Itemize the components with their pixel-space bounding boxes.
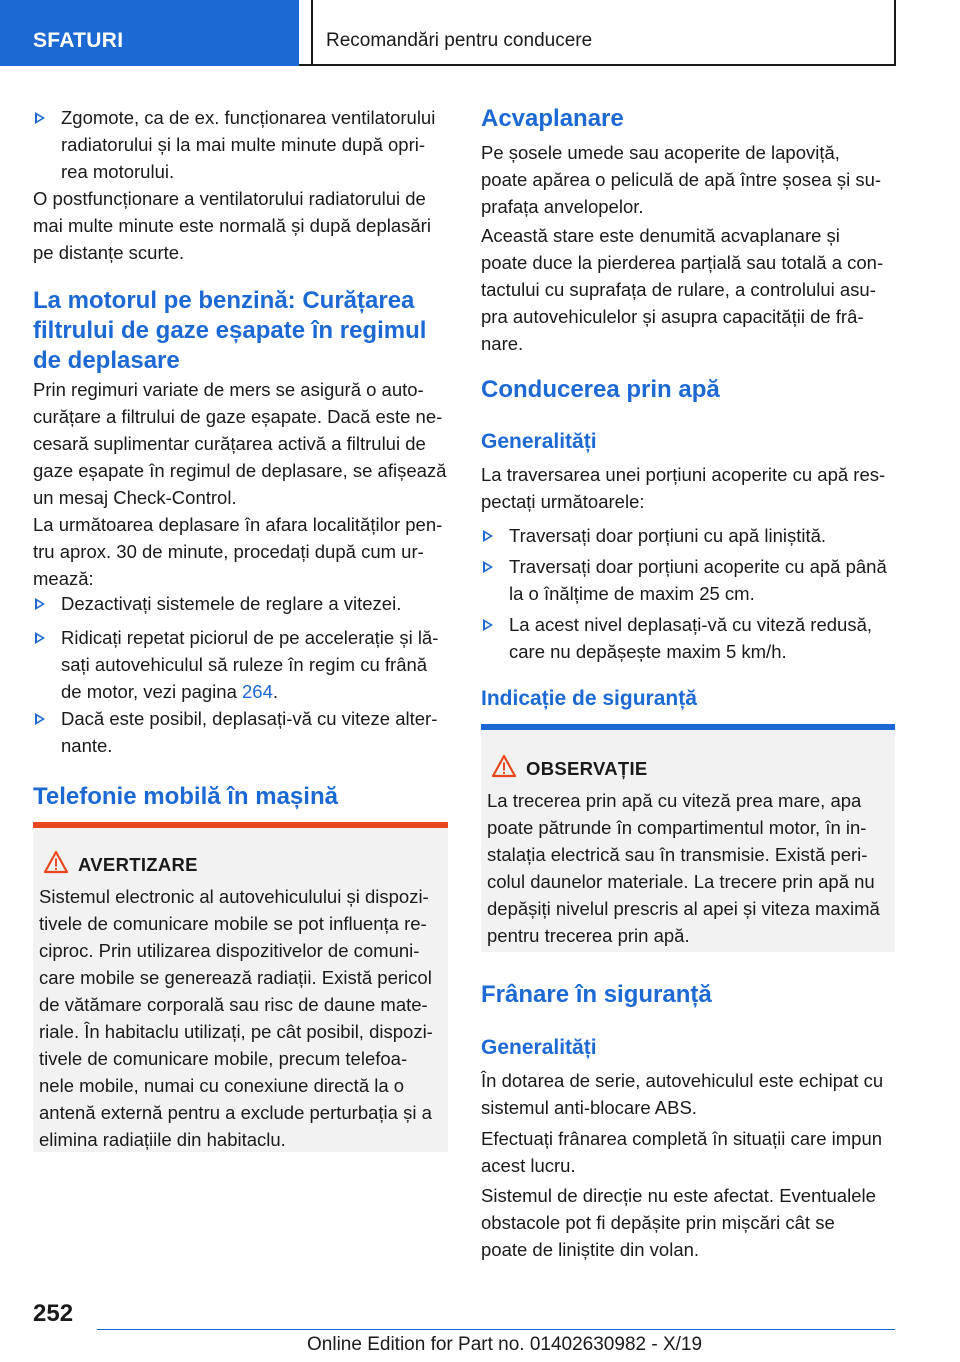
page-number: 252	[33, 1300, 74, 1327]
text-line: rea motorului.	[61, 161, 175, 182]
bullet-arrow-icon	[35, 632, 45, 644]
paragraph: Această stare este denumită acvaplanare și poate duce la pierderea parțială sau totală a con- tactului cu suprafața de rulare, a controlului asu- pra autovehiculelor și asupra capacității de frâ- nare.	[481, 225, 884, 354]
bullet-arrow-icon	[483, 619, 493, 631]
list-item: La acest nivel deplasați-vă cu viteză redusă, care nu depășește maxim 5 km/h.	[481, 611, 895, 665]
section-heading-aquaplaning: Acvaplanare	[481, 105, 624, 132]
bullet-arrow-icon	[35, 112, 45, 124]
paragraph: Pe șosele umede sau acoperite de lapoviță, poate apărea o peliculă de apă între șosea și su- prafața anvelopelor.	[481, 142, 882, 217]
list-item: Traversați doar porțiuni acoperite cu apă până la o înălțime de maxim 25 cm.	[481, 553, 895, 607]
paragraph: La următoarea deplasare în afara localităților pen- tru aprox. 30 de minute, procedați după cum ur- mează:	[33, 514, 443, 589]
section-heading-braking: Frânare în siguranță	[481, 981, 712, 1008]
warning-box	[33, 822, 448, 1152]
section-heading-water: Conducerea prin apă	[481, 376, 720, 403]
text-line: Zgomote, ca de ex. funcționarea ventilatorului	[61, 107, 436, 128]
warning-triangle-icon	[43, 850, 69, 874]
subheading-safety: Indicație de siguranță	[481, 687, 697, 710]
text-line: radiatorului și la mai multe minute după opri-	[61, 134, 426, 155]
footer-edition: Online Edition for Part no. 01402630982 - X/19	[307, 1334, 703, 1355]
subheading-general: Generalități	[481, 430, 597, 453]
notice-title: OBSERVAȚIE	[526, 758, 648, 779]
notice-text: La trecerea prin apă cu viteză prea mare, apa poate pătrunde în compartimentul motor, în in- stalația electrică sau în transmisie. Există peri- colul daunelor materiale. La trecere prin apă nu depășiți nivelul prescris al apei și viteza maximă pentru trecerea prin apă.	[487, 790, 880, 946]
list-item: Dacă este posibil, deplasați-vă cu viteze alter- nante.	[33, 705, 448, 759]
list-item: Traversați doar porțiuni cu apă liniștită.	[481, 522, 895, 549]
warning-text: Sistemul electronic al autovehiculului și dispozi- tivele de comunicare mobile se pot influența re- ciproc. Prin utilizarea dispozitivelor de comuni- care mobile se generează radiații. Există pericol de vătămare corporală sau risc de daune mate- riale. În habitaclu utilizați, pe cât posibil, dispozi- tivele de comunicare mobile, precum telefoa- nele mobile, numai cu conexiune directă la o antenă externă pentru a exclude perturbația și a elimina radiațiile din habitaclu.	[39, 886, 433, 1150]
header-section-label: SFATURI	[33, 29, 124, 52]
section-heading-phone: Telefonie mobilă în mașină	[33, 783, 338, 810]
header-divider	[311, 0, 313, 66]
bullet-arrow-icon	[35, 598, 45, 610]
paragraph: În dotarea de serie, autovehiculul este echipat cu sistemul anti-blocare ABS.	[481, 1070, 884, 1118]
warning-title: AVERTIZARE	[78, 854, 198, 875]
page-link[interactable]: 264	[242, 681, 273, 702]
list-item: Ridicați repetat piciorul de pe accelerație și lă- sați autovehiculul să ruleze în regim cu frână de motor, vezi pagina 264.	[33, 624, 448, 705]
section-heading-filter: La motorul pe benzină: Curățarea filtrului de gaze eșapate în regimul de deplasare	[33, 287, 427, 374]
bullet-arrow-icon	[483, 530, 493, 542]
subheading-general: Generalități	[481, 1036, 597, 1059]
paragraph: Efectuați frânarea completă în situații care impun acest lucru.	[481, 1128, 883, 1176]
header-chapter-title: Recomandări pentru conducere	[326, 30, 593, 51]
paragraph: O postfuncționare a ventilatorului radiatorului de mai multe minute este normală și după deplasări pe distanțe scurte.	[33, 188, 431, 263]
list-item: Dezactivați sistemele de reglare a vitezei.	[33, 590, 448, 617]
paragraph: Prin regimuri variate de mers se asigură o auto- curățare a filtrului de gaze eșapate. Dacă este ne- cesară suplimentar curățarea activă a filtrului de gaze eșapate în regimul de deplasare, se afișează un mesaj Check-Control.	[33, 379, 447, 508]
footer-divider	[97, 1329, 895, 1330]
header-section-tab	[0, 0, 299, 66]
header-divider-right	[894, 0, 896, 66]
paragraph: Sistemul de direcție nu este afectat. Eventualele obstacole pot fi depășite prin mișcări cât se poate de liniștite din volan.	[481, 1185, 876, 1260]
paragraph: La traversarea unei porțiuni acoperite cu apă res- pectați următoarele:	[481, 464, 886, 512]
bullet-arrow-icon	[483, 561, 493, 573]
bullet-arrow-icon	[35, 713, 45, 725]
notice-box	[481, 724, 895, 952]
header-underline	[299, 64, 896, 66]
warning-triangle-icon	[491, 754, 517, 778]
list-item	[33, 104, 448, 185]
